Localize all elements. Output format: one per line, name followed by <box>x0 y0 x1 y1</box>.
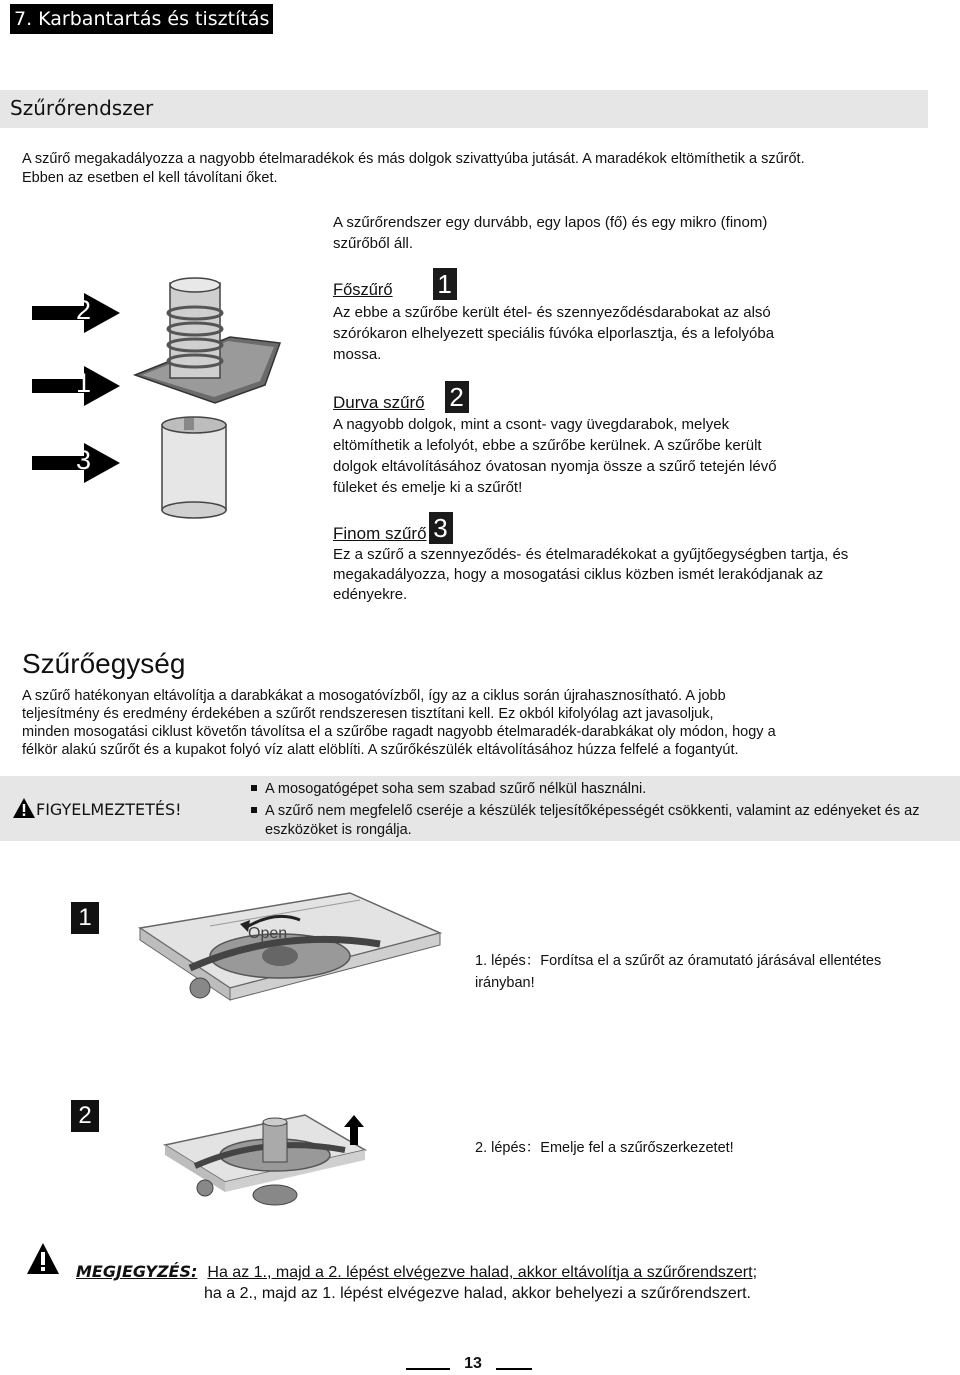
step-1-badge: 1 <box>71 902 99 934</box>
filter-main-title: Főszűrő <box>333 281 393 299</box>
intro-line-2: Ebben az esetben el kell távolítani őket. <box>22 170 278 186</box>
warning-title: FIGYELMEZTETÉS! <box>36 800 182 819</box>
text-line: dolgok eltávolításához óvatosan nyomja össze a szűrő tetején lévő <box>333 458 777 475</box>
warning-list <box>250 780 950 843</box>
note <box>76 1262 936 1304</box>
text-line: füleket és emelje ki a szűrőt! <box>333 479 523 496</box>
step-2-badge: 2 <box>71 1100 99 1132</box>
step-2-text <box>475 1137 945 1159</box>
intro-line-1: A szűrő megakadályozza a nagyobb ételmaradékok és más dolgok szivattyúba jutását. A maradékok eltömíthetik a szűrőt. <box>22 151 805 167</box>
text-line: teljesítmény és eredmény érdekében a szűrőt rendszeresen tisztítani kell. Ez okból kifolyólag azt javasoljuk, <box>22 706 714 722</box>
text-line: edényekre. <box>333 586 408 603</box>
filter-coarse-title: Durva szűrő <box>333 393 425 412</box>
filter-main-badge: 1 <box>433 268 457 300</box>
filter-fine <box>333 512 913 605</box>
text-line: 2. lépés：Emelje fel a szűrőszerkezetet! <box>475 1140 734 1156</box>
note-line-2: ha a 2., majd az 1. lépést elvégezve halad, akkor behelyezi a szűrőrendszert. <box>204 1285 751 1302</box>
text-line: Ez a szűrő a szennyeződés- és ételmaradékokat a gyűjtőegységben tartja, és <box>333 546 849 563</box>
note-line-1: Ha az 1., majd a 2. lépést elvégezve halad, akkor eltávolítja a szűrőrendszert; <box>207 1264 758 1281</box>
arrow-label: 3 <box>76 445 92 475</box>
filter-main <box>333 268 893 365</box>
text-line: mossa. <box>333 346 382 363</box>
system-description <box>333 212 853 254</box>
arrow-label: 2 <box>76 295 92 325</box>
filter-illustration <box>130 275 320 525</box>
filter-main-text <box>333 302 893 365</box>
chapter-title: 7. Karbantartás és tisztítás <box>10 4 273 34</box>
filter-fine-text <box>333 545 913 605</box>
note-title: MEGJEGYZÉS: <box>76 1262 198 1281</box>
open-label: Open <box>248 925 288 942</box>
text-line: szórókaron elhelyezett speciális fúvóka elporlasztja, és a lefolyóba <box>333 325 775 342</box>
page-number: 13 <box>464 1355 482 1372</box>
text-line: megakadályozza, hogy a mosogatási ciklus közben ismét lerakódjanak az <box>333 566 824 583</box>
unit-title: Szűrőegység <box>22 648 186 679</box>
warning-icon <box>12 797 36 819</box>
text-line: A nagyobb dolgok, mint a csont- vagy üvegdarabok, melyek <box>333 416 730 433</box>
system-line-2: szűrőből áll. <box>333 235 414 252</box>
step-1-illustration <box>130 888 450 1038</box>
filter-fine-badge: 3 <box>429 512 453 544</box>
intro-paragraph <box>22 150 922 188</box>
text-line: 1. lépés：Fordítsa el a szűrőt az óramutató járásával ellentétes <box>475 953 882 969</box>
step-1-text <box>475 950 945 994</box>
section-title: Szűrőrendszer <box>10 96 154 120</box>
warning-item: A szűrő nem megfelelő cseréje a készülék teljesítőképességét csökkenti, valamint az edényeket és az eszközöket is rongálja. <box>250 802 950 840</box>
text-line: minden mosogatási ciklust követőn távolítsa el a szűrőbe ragadt nagyobb ételmaradék-darabkákat oly módon, hogy a <box>22 724 776 740</box>
warning-icon <box>26 1242 60 1276</box>
unit-paragraph <box>22 687 922 759</box>
step-2-illustration <box>155 1100 375 1220</box>
arrow-label: 1 <box>76 368 92 398</box>
divider <box>496 1368 532 1370</box>
text-line: irányban! <box>475 975 535 991</box>
warning-item: A mosogatógépet soha sem szabad szűrő nélkül használni. <box>250 780 950 799</box>
text-line: A szűrő hatékonyan eltávolítja a darabkákat a mosogatóvízből, így az a ciklus során újrahasznosítható. A jobb <box>22 688 726 704</box>
text-line: Az ebbe a szűrőbe került étel- és szennyeződésdarabokat az alsó <box>333 304 771 321</box>
filter-coarse <box>333 381 893 498</box>
divider <box>406 1368 450 1370</box>
text-line: félkör alakú szűrőt és a kupakot folyó víz alatt elöblíti. A szűrőkészülék eltávolításához húzza felfelé a fogantyút. <box>22 742 739 758</box>
filter-fine-title: Finom szűrő <box>333 524 427 543</box>
system-line-1: A szűrőrendszer egy durvább, egy lapos (fő) és egy mikro (finom) <box>333 214 768 231</box>
arrow-up-icon <box>344 1115 364 1145</box>
text-line: eltömíthetik a lefolyót, ebbe a szűrőbe kerülnek. A szűrőbe került <box>333 437 762 454</box>
filter-coarse-text <box>333 414 893 498</box>
filter-coarse-badge: 2 <box>445 381 469 413</box>
